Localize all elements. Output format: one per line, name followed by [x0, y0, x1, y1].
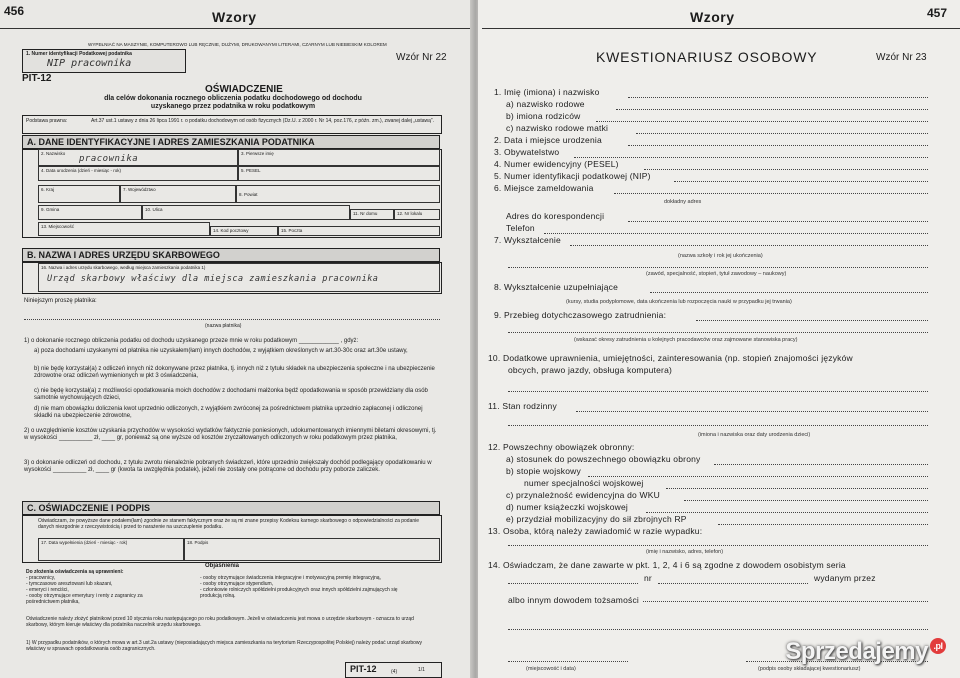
legal-basis-box — [22, 115, 442, 134]
field-country — [38, 185, 120, 203]
nip-box — [22, 49, 186, 73]
q1-line — [628, 96, 928, 98]
q1a-maiden-name: a) nazwisko rodowe — [506, 99, 585, 109]
q1-full-name: 1. Imię (imiona) i nazwisko — [494, 87, 600, 97]
explanations-col1-item: - osoby otrzymujące emerytury i renty z zagranicy za pośrednictwem płatnika, — [26, 593, 143, 605]
q12c-line — [684, 499, 928, 501]
field-birth-date — [38, 166, 238, 181]
field-fill-date-label: 17. Data wypełnienia (dzień - miesiąc - rok) — [41, 540, 128, 545]
q6-registered-address: 6. Miejsce zameldowania — [494, 183, 594, 193]
field-surname — [38, 149, 238, 166]
field-birth-date-label: 4. Data urodzenia (dzień - miesiąc - rok) — [41, 168, 122, 173]
q14-nr: nr — [644, 573, 652, 583]
q11-caption: (imiona i nazwiska oraz daty urodzenia dzieci) — [698, 432, 811, 438]
nip-label: 1. Numer identyfikacji Podatkowej podatnika — [26, 51, 132, 57]
request-intro: Niniejszym proszę płatnika: — [24, 298, 97, 304]
field-voivodeship — [120, 185, 236, 203]
q1c-mother-maiden: c) nazwisko rodowe matki — [506, 123, 609, 133]
q-correspondence-line — [628, 220, 928, 222]
right-head-rule — [482, 28, 960, 29]
q13-caption: (imię i nazwisko, adres, telefon) — [646, 549, 724, 555]
q9-line-2 — [508, 331, 928, 333]
field-city — [38, 222, 210, 236]
q3-citizenship: 3. Obywatelstwo — [494, 147, 560, 157]
field-house-no — [350, 209, 394, 220]
left-running-head: Wzory — [212, 9, 257, 25]
q-phone-line — [544, 232, 928, 234]
point-2: 2) o uwzględnienie kosztów uzyskania przychodów w wysokości wydatków faktycznie poniesionych, udokumentowanych imiennymi biletami okresowymi, tj. w wysokości __________ zł, ____ gr, ponieważ są one wyższe od kosztów zryczałtowanych odliczonych w roku podatkowym przez płatnika, — [24, 428, 437, 441]
q-phone: Telefon — [506, 223, 535, 233]
q9-employment-history: 9. Przebieg dotychczasowego zatrudnienia: — [494, 310, 667, 320]
field-municipality-label: 9. Gmina — [41, 207, 60, 212]
form-subtitle: dla celów dokonania rocznego obliczenia podatku dochodowego od dochodu uzyskanego przez podatnika w roku podatkowym — [104, 95, 362, 110]
right-page-number: 457 — [927, 6, 948, 20]
field-municipality — [38, 205, 142, 220]
q10-additional-skills: 10. Dodatkowe uprawnienia, umiejętności, zainteresowania (np. stopień znajomości języków — [488, 353, 853, 363]
form-footer-box — [345, 662, 442, 678]
q14-other-line — [508, 628, 928, 630]
explanations-col1-item: - emeryci i renciści, — [26, 587, 69, 593]
field-flat-no — [394, 209, 440, 220]
footnote-1: 1) W przypadku podatników, o których mowa w art.3 ust.2a ustawy (nieposiadających miejsca zamieszkania na terytorium Rzeczypospolitej Polskiej) należy podać urząd skarbowy właściwy w sprawach opodatkowania osób zagranicznych. — [26, 640, 423, 652]
q12b2-line — [666, 487, 928, 489]
watermark-text: Sprzedajemy — [785, 638, 928, 665]
field-city-label: 13. Miejscowość — [41, 224, 75, 229]
payer-caption: (nazwa płatnika) — [205, 323, 242, 329]
field-postal-code — [210, 226, 278, 236]
field-first-name — [238, 149, 440, 166]
field-surname-value: pracownika — [79, 154, 139, 164]
q7-line-2 — [508, 266, 928, 268]
questionnaire-title: KWESTIONARIUSZ OSOBOWY — [596, 49, 818, 65]
section-c-header: C. OŚWIADCZENIE I PODPIS — [22, 501, 440, 515]
q12a-line — [714, 463, 928, 465]
field-pesel — [238, 166, 440, 181]
q5-line — [674, 180, 928, 182]
q4-line — [644, 168, 928, 170]
q12d-line — [646, 511, 928, 513]
field-signature — [184, 538, 440, 561]
q2-line — [628, 144, 928, 146]
q13-line — [508, 544, 928, 546]
q14-issued-by: wydanym przez — [814, 573, 876, 583]
q7-line — [570, 244, 928, 246]
place-date-caption: (miejscowość i data) — [526, 666, 576, 672]
right-page — [478, 0, 960, 678]
explanations-title: Objaśnienia — [205, 563, 240, 569]
fill-instruction: WYPEŁNIAĆ NA MASZYNIE, KOMPUTEROWO LUB RĘCZNIE, DUŻYMI, DRUKOWANYMI LITERAMI, CZARNYM LUB NIEBIESKIM KOLOREM — [88, 42, 387, 47]
field-surname-label: 2. Nazwisko — [41, 151, 66, 156]
form-title: OŚWIADCZENIE — [205, 84, 283, 95]
q10-examples: obcych, prawo jazdy, obsługa komputera) — [508, 365, 673, 375]
nip-value: NIP pracownika — [47, 58, 132, 69]
q12e-line — [718, 523, 928, 525]
q12b-rank: b) stopie wojskowy — [506, 466, 581, 476]
explanations-col1-item: - tymczasowo aresztowani lub skazani, — [26, 581, 113, 587]
field-fill-date — [38, 538, 184, 561]
q3-line — [574, 156, 928, 158]
point-1a: a) poza dochodami uzyskanymi od płatnika nie uzyskałem(łam) innych dochodów, z wyjątkiem określonych w art.30-30c oraz art.30e ustawy, — [34, 348, 408, 354]
q2-birth: 2. Data i miejsce urodzenia — [494, 135, 602, 145]
footer-page-count: 1/1 — [418, 667, 425, 673]
q4-pesel: 4. Numer ewidencyjny (PESEL) — [494, 159, 619, 169]
q12a-relation: a) stosunek do powszechnego obowiązku obrony — [506, 454, 701, 464]
q7-caption-school: (nazwa szkoły i rok jej ukończenia) — [678, 253, 763, 259]
point-1d: d) nie mam obowiązku doliczenia kwot uprzednio odliczonych, z wyjątkiem zwróconej za pośrednictwem płatnika uprzednio zapłaconej i odliczonej składki na ubezpieczenie zdrowotne, — [34, 406, 423, 419]
q13-emergency-contact: 13. Osoba, którą należy zawiadomić w razie wypadku: — [488, 526, 703, 536]
q12b-line — [588, 475, 928, 477]
field-street — [142, 205, 350, 220]
q8-line — [650, 291, 928, 293]
section-a-header: A. DANE IDENTYFIKACYJNE I ADRES ZAMIESZKANIA PODATNIKA — [22, 135, 440, 149]
payer-line — [24, 318, 440, 320]
q5-nip: 5. Numer identyfikacji podatkowej (NIP) — [494, 171, 651, 181]
q12-military-obligation: 12. Powszechny obowiązek obronny: — [488, 442, 635, 452]
q8-caption: (kursy, studia podyplomowe, data ukończenia lub rozpoczęcia nauki w przypadku jej trwania) — [566, 299, 792, 305]
field-pesel-label: 5. PESEL — [241, 168, 261, 173]
form-code: PIT-12 — [22, 73, 52, 84]
footer-form-code: PIT-12 — [350, 664, 377, 674]
field-tax-office-value: Urząd skarbowy właściwy dla miejsca zamieszkania pracownika — [47, 274, 379, 284]
field-tax-office-label: 16. Nazwa i adres urzędu skarbowego, według miejsca zamieszkania podatnika 1) — [41, 265, 206, 270]
form-number-22: Wzór Nr 22 — [396, 52, 447, 63]
q1c-line — [636, 132, 928, 134]
declaration-text: Oświadczam, że powyższe dane podałem(łam) zgodnie ze stanem faktycznym oraz że są mi znane przepisy Kodeksu karnego skarbowego o odpowiedzialności za podanie danych niezgodnie z rzeczywistością i przed to narażenie na uszczuplenie podatku. — [38, 518, 420, 530]
footnote-deadline: Oświadczenie należy złożyć płatnikowi przed 10 stycznia roku następującego po roku podatkowym. Jeżeli w oświadczeniu jest mowa o urzędzie skarbowym - oznacza to urząd skarbowy, którym kieruje właściwy dla podatnika naczelnik urzędu skarbowego. — [26, 616, 414, 628]
field-post-office-label: 15. Poczta — [281, 228, 303, 233]
q11-line-2 — [508, 424, 928, 426]
q10-line — [508, 390, 928, 392]
left-head-rule — [0, 28, 470, 29]
q6-line — [614, 192, 928, 194]
field-signature-label: 18. Podpis — [187, 540, 209, 545]
form-number-23: Wzór Nr 23 — [876, 52, 927, 63]
q12d-military-book: d) numer książeczki wojskowej — [506, 502, 629, 512]
q1a-line — [616, 108, 928, 110]
q1b-line — [596, 120, 928, 122]
q14-series-line — [508, 582, 638, 584]
field-county-label: 8. Powiat — [239, 192, 258, 197]
q11-family-status: 11. Stan rodzinny — [488, 401, 557, 411]
field-first-name-label: 3. Pierwsze imię — [241, 151, 274, 156]
explanations-col1-item: - pracownicy, — [26, 575, 56, 581]
explanations-col2-item: - członkowie rolniczych spółdzielni produkcyjnych oraz innych spółdzielni zajmujących się produkcją rolną. — [200, 587, 398, 599]
q6-caption: dokładny adres — [664, 199, 702, 205]
legal-basis-text: Art.37 ust.1 ustawy z dnia 26 lipca 1991 r. o podatku dochodowym od osób fizycznych (Dz.U. z 2000 r. Nr 14, poz.176, z późn. zm.), zwanej dalej „ustawą”. — [91, 118, 434, 124]
explanations-col2-item: - osoby otrzymujące stypendium, — [200, 581, 274, 587]
watermark-logo — [785, 638, 946, 666]
place-date-line — [508, 660, 628, 662]
left-page-number: 456 — [4, 4, 25, 18]
right-running-head: Wzory — [690, 9, 735, 25]
q7-caption-profession: (zawód, specjalność, stopień, tytuł zawodowy – naukowy) — [646, 271, 787, 277]
q12e-mobilization: e) przydział mobilizacyjny do sił zbrojnych RP — [506, 514, 687, 524]
point-1c: c) nie będę korzystał(a) z możliwości opodatkowania moich dochodów z dochodami małżonka będź opodatkowania w sposób przewidziany dla osób samotnie wychowujących dzieci, — [34, 388, 428, 401]
q12b-specialty-number: numer specjalności wojskowej — [524, 478, 644, 488]
q1b-parents-names: b) imiona rodziców — [506, 111, 581, 121]
q14-other-id: albo innym dowodem tożsamości — [508, 595, 643, 605]
field-postal-code-label: 14. Kod pocztowy — [213, 228, 249, 233]
section-b-header: B. NAZWA I ADRES URZĘDU SKARBOWEGO — [22, 248, 440, 262]
field-voivodeship-label: 7. Województwo — [123, 187, 156, 192]
point-3: 3) o dokonanie odliczeń od dochodu, z tytułu zwrotu nienależnie pobranych świadczeń, które uprzednio zwiększały dochód podlegający opodatkowaniu w wysokości __________ zł, ____ gr (kwota ta uwzględnia podatek), jeżeli nie zostały one potrącone od dochodu przy poborze zaliczek. — [24, 460, 432, 473]
watermark-badge: .pl — [930, 638, 946, 654]
q9-line — [696, 319, 928, 321]
field-house-no-label: 11. Nr domu — [353, 211, 378, 216]
point-1: 1) o dokonanie rocznego obliczenia podatku od dochodu uzyskanego przeze mnie w roku podatkowym ____________ , gdyż: — [24, 338, 359, 344]
q14-declaration: 14. Oświadczam, że dane zawarte w pkt. 1, 2, 4 i 6 są zgodne z dowodem osobistym seria — [488, 560, 846, 570]
field-tax-office — [38, 263, 440, 292]
field-county — [236, 185, 440, 203]
point-1b: b) nie będę korzystał(a) z odliczeń innych niż dokonywane przez płatnika, tj. innych niż z tytułu składek na ubezpieczenia społeczne i na ubezpieczenie zdrowotne oraz odliczeń wymienionych w pkt 3 oświadczenia, — [34, 366, 435, 379]
field-country-label: 6. Kraj — [41, 187, 55, 192]
signature-caption: (podpis osoby składającej kwestionariusz) — [758, 666, 861, 672]
left-page — [0, 0, 474, 678]
explanations-col1-title: Do złożenia oświadczenia są uprawnieni: — [26, 569, 124, 575]
q8-supplementary-education: 8. Wykształcenie uzupełniające — [494, 282, 619, 292]
footer-form-version: (4) — [391, 669, 398, 675]
q-correspondence-address: Adres do korespondencji — [506, 211, 605, 221]
q9-caption: (wskazać okresy zatrudnienia u kolejnych pracodawców oraz zajmowane stanowiska pracy) — [574, 337, 798, 343]
explanations-col2-item: - osoby otrzymujące świadczenia integracyjne i motywacyjną premię integracyjną, — [200, 575, 381, 581]
q11-line — [576, 410, 928, 412]
legal-basis-label: Podstawa prawna: — [26, 118, 68, 124]
q7-education: 7. Wykształcenie — [494, 235, 561, 245]
q14-nr-line — [658, 582, 808, 584]
q12c-wku: c) przynależność ewidencyjna do WKU — [506, 490, 660, 500]
field-flat-no-label: 12. Nr lokalu — [397, 211, 423, 216]
field-post-office — [278, 226, 440, 236]
field-street-label: 10. Ulica — [145, 207, 163, 212]
